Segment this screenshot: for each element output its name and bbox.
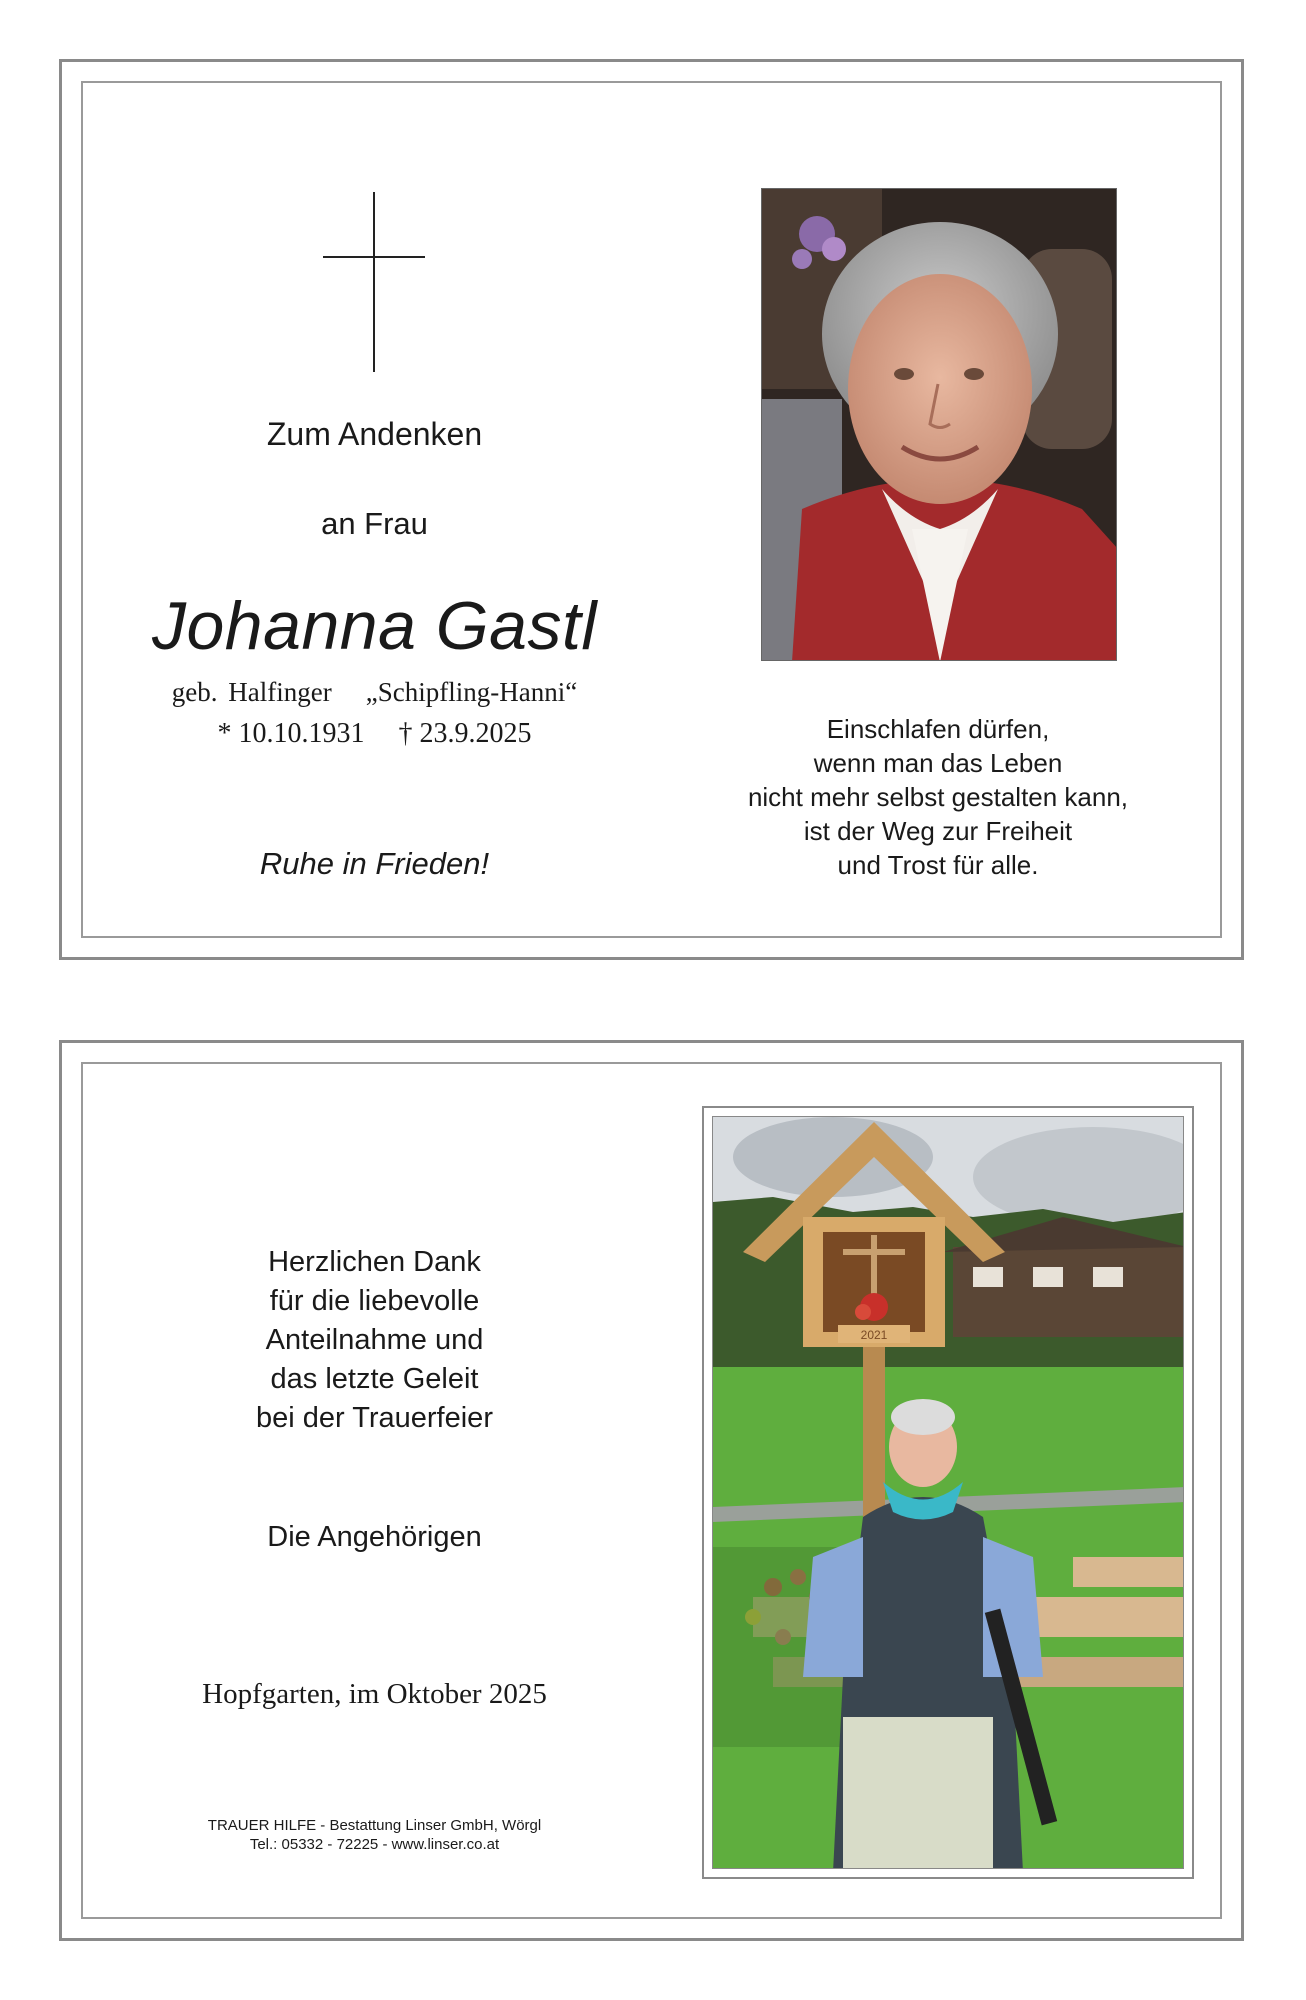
memorial-card-back [59,1040,1244,1941]
deceased-name: Johanna Gastl [151,588,597,664]
shrine-photo [712,1116,1184,1869]
imprint-line: TRAUER HILFE - Bestattung Linser GmbH, Wörgl [207,1817,542,1834]
maiden-name: geb. Halfinger [171,677,332,707]
remembrance-text: Zum Andenken [266,416,483,452]
landscape-photo-frame [702,1106,1194,1879]
thanks-text [122,1243,627,1438]
poem-line: ist der Weg zur Freiheit [803,816,1073,846]
salutation-text: an Frau [321,506,428,541]
cross-icon-bar [323,256,425,258]
death-date: † 23.9.2025 [398,718,532,749]
signature: Die Angehörigen [267,1521,482,1553]
thanks-line: Herzlichen Dank [268,1246,481,1278]
memorial-card-front [59,59,1244,960]
poem-line: wenn man das Leben [813,748,1063,778]
thanks-line: das letzte Geleit [270,1363,479,1395]
cross-icon [373,192,375,372]
nickname: „Schipfling-Hanni“ [365,677,578,707]
birth-date: * 10.10.1931 [217,718,365,749]
closing-phrase: Ruhe in Frieden! [259,846,490,881]
poem [698,712,1178,882]
poem-line: und Trost für alle. [837,850,1039,880]
thanks-line: für die liebevolle [269,1285,480,1317]
poem-line: nicht mehr selbst gestalten kann, [747,782,1129,812]
imprint [122,1816,627,1854]
poem-line: Einschlafen dürfen, [826,714,1050,744]
thanks-line: bei der Trauerfeier [256,1402,493,1434]
thanks-line: Anteilnahme und [265,1324,484,1356]
life-dates [122,718,627,750]
shrine-year: 2021 [860,1328,888,1342]
place-date: Hopfgarten, im Oktober 2025 [202,1678,547,1710]
imprint-line: Tel.: 05332 - 72225 - www.linser.co.at [249,1836,500,1853]
maiden-name-line [122,677,627,708]
portrait-photo [761,188,1117,661]
